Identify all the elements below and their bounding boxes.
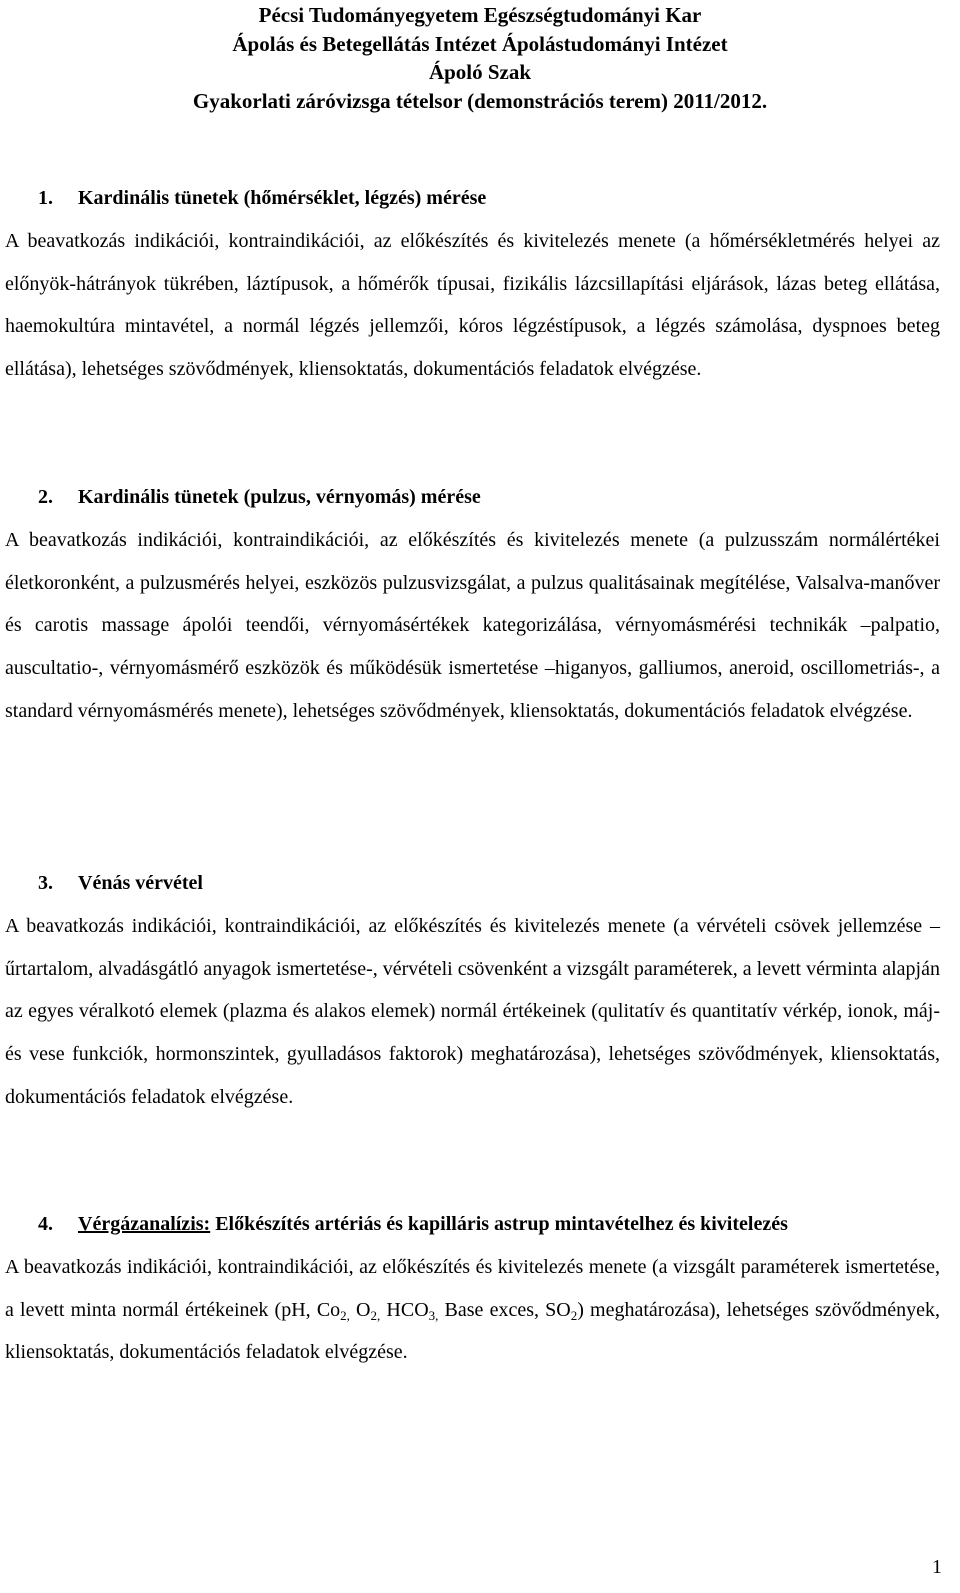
section-4 (5, 1203, 940, 1374)
section-4-body (5, 1246, 940, 1374)
section-4-body-part1: A beavatkozás indikációi, kontraindikációi, az előkészítés és kivitelezés menete (a vizsgált paraméterek ismertetése, a levett minta normál értékeinek (pH, Co (5, 1255, 940, 1321)
program-name: Ápoló Szak (428, 60, 532, 84)
institute-name: Ápolás és Betegellátás Intézet Ápolástudományi Intézet (232, 31, 728, 56)
section-4-sub1: 2, (340, 1307, 350, 1323)
section-2 (5, 476, 940, 733)
section-2-body: A beavatkozás indikációi, kontraindikációi, az előkészítés és kivitelezés menete (a pulzusszám normálértékei életkoronként, a pulzusmérés helyei, eszközös pulzusvizsgálat, a pulzus qualitásainak megítélése, Valsalva-manőver és carotis massage ápolói teendői, vérnyomásértékek kategorizálása, vérnyomásmérési technikák –palpatio, auscultatio-, vérnyomásmérő eszközök és működésük ismertetése –higanyos, galliumos, aneroid, oscillometriás-, a standard vérnyomásmérés menete), lehetséges szövődmények, kliensoktatás, dokumentációs feladatok elvégzése. (5, 528, 940, 722)
section-4-sub2: 2, (370, 1307, 381, 1323)
section-1 (5, 177, 940, 391)
section-2-title: Kardinális tünetek (pulzus, vérnyomás) mérése (78, 486, 481, 508)
section-4-sub3: 3, (428, 1307, 439, 1323)
section-3 (5, 862, 940, 1119)
section-3-body: A beavatkozás indikációi, kontraindikációi, az előkészítés és kivitelezés menete (a vérvételi csövek jellemzése –űrtartalom, alvadásgátló anyagok ismertetése-, vérvételi csövenként a vizsgált paraméterek, a levett vérminta alapján az egyes véralkotó elemek (plazma és alakos elemek) normál értékeinek (qulitatív és quantitatív vérkép, ionok, máj-és vese funkciók, hormonszintek, gyulladásos faktorok) meghatározása), lehetséges szövődmények, kliensoktatás, dokumentációs feladatok elvégzése. (5, 914, 940, 1108)
section-4-title-label: Vérgázanalízis: (78, 1213, 211, 1235)
section-4-sub4: 2 (570, 1307, 578, 1323)
university-name: Pécsi Tudományegyetem Egészségtudományi Kar (258, 3, 702, 27)
page-number: 1 (932, 1556, 942, 1578)
section-4-body-part2: O (349, 1298, 371, 1321)
section-1-number: 1. (38, 187, 53, 209)
section-4-body-part5: ) meghatározása), lehetséges szövődmények, kliensoktatás, dokumentációs feladatok elvégzése. (5, 1298, 940, 1364)
section-3-title: Vénás vérvétel (78, 872, 203, 894)
section-1-title: Kardinális tünetek (hőmérséklet, légzés) mérése (78, 187, 487, 209)
section-3-heading (5, 862, 940, 905)
section-1-heading (5, 177, 940, 220)
section-4-number: 4. (38, 1213, 53, 1235)
section-2-heading (5, 476, 940, 519)
section-4-body-part4: Base exces, SO (438, 1298, 571, 1321)
section-1-body: A beavatkozás indikációi, kontraindikációi, az előkészítés és kivitelezés menete (a hőmérsékletmérés helyei az előnyök-hátrányok tükrében, láztípusok, a hőmérők típusai, fizikális lázcsillapítási eljárások, lázas beteg ellátása, haemokultúra mintavétel, a normál légzés jellemzői, kóros légzéstípusok, a légzés számolása, dyspnoes beteg ellátása), lehetséges szövődmények, kliensoktatás, dokumentációs feladatok elvégzése. (5, 229, 940, 381)
section-3-number: 3. (38, 872, 53, 894)
exam-title: Gyakorlati záróvizsga tételsor (demonstrációs terem) 2011/2012. (192, 88, 768, 113)
section-2-number: 2. (38, 486, 53, 508)
section-4-title-rest: Előkészítés artériás és kapilláris astrup mintavételhez és kivitelezés (215, 1213, 788, 1235)
section-4-heading (5, 1203, 940, 1246)
document-header (0, 1, 960, 115)
section-4-body-part3: HCO (380, 1298, 429, 1321)
